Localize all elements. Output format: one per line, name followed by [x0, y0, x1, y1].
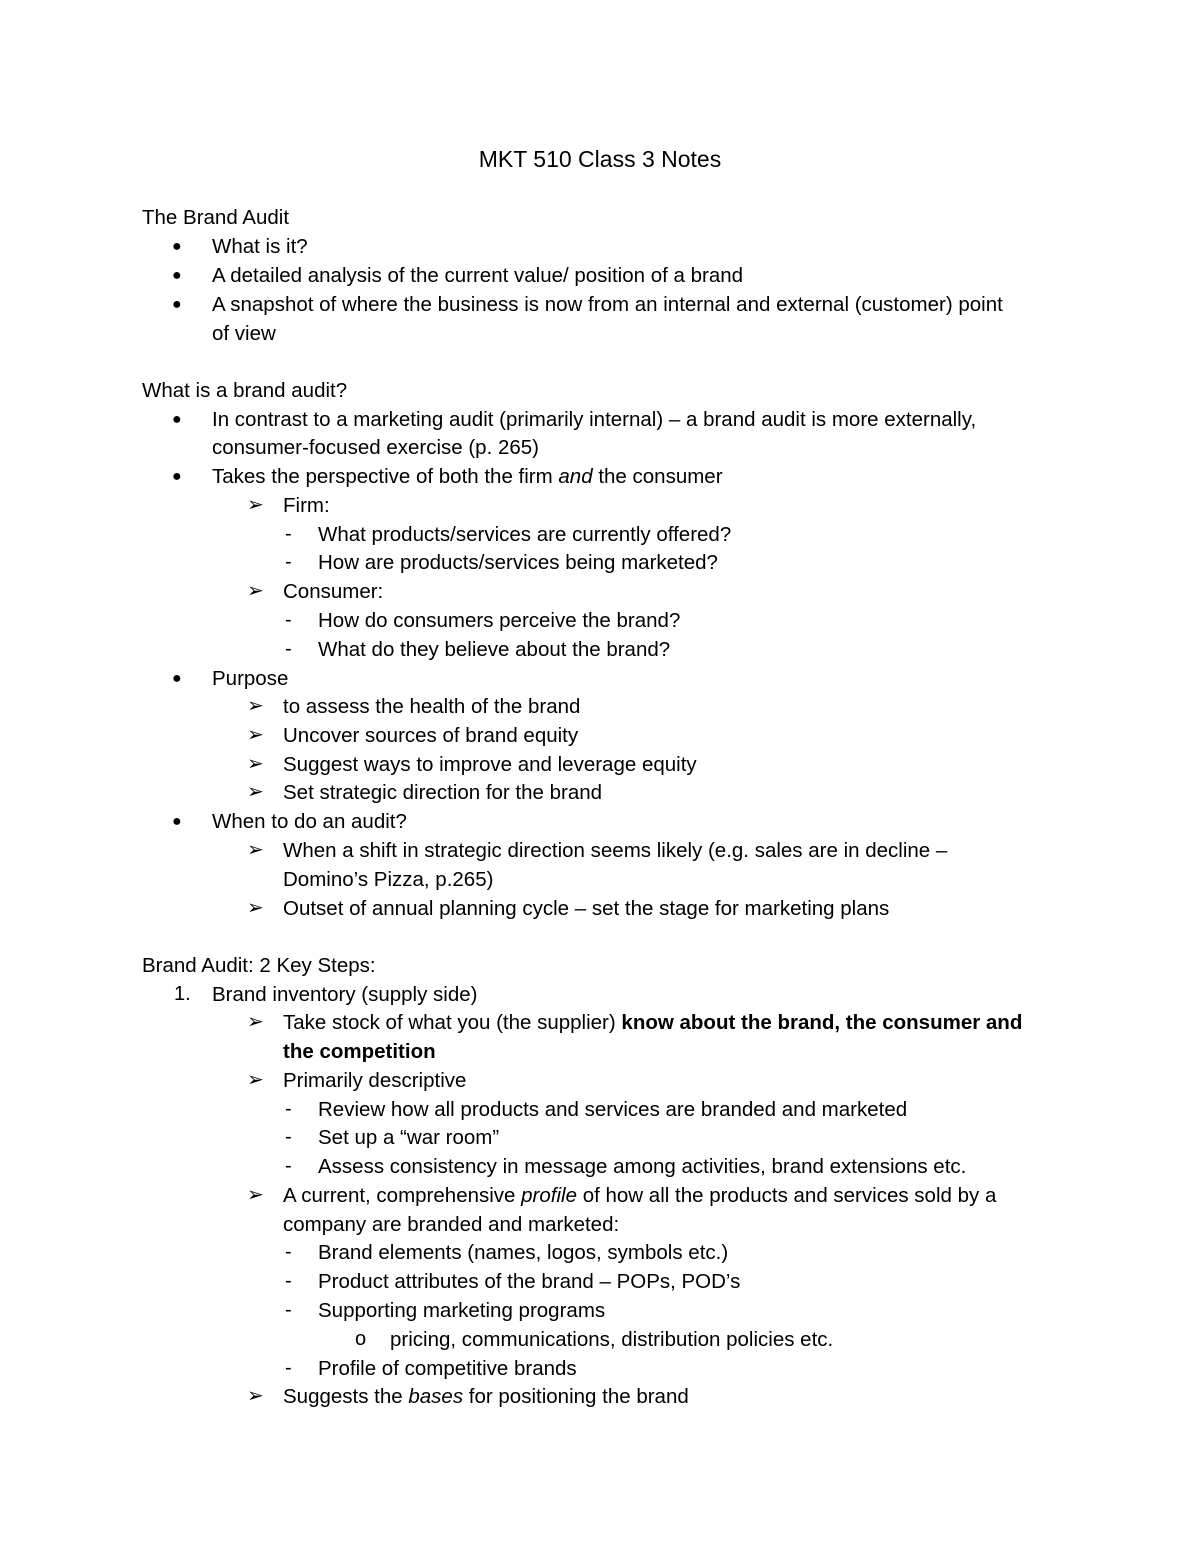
- list-item-text: for positioning the brand: [463, 1385, 689, 1408]
- list-item-text: What do they believe about the brand?: [318, 638, 671, 661]
- list-item-text: What is it?: [212, 235, 308, 258]
- dash-bullet-icon: -: [285, 1126, 292, 1148]
- list-item-text: Assess consistency in message among activities, brand extensions etc.: [318, 1155, 967, 1178]
- list-item-text: When a shift in strategic direction seems likely (e.g. sales are in decline –: [283, 839, 948, 862]
- arrow-bullet-icon: ➢: [247, 753, 264, 775]
- list-item-continuation: Domino’s Pizza, p.265): [283, 868, 494, 891]
- list-item: [285, 635, 671, 664]
- list-item-text: Primarily descriptive: [283, 1069, 467, 1092]
- list-item-continuation: [283, 1037, 436, 1066]
- list-item: [172, 405, 977, 434]
- list-item-text: Uncover sources of brand equity: [283, 724, 579, 747]
- number-marker: 1.: [174, 983, 191, 1005]
- list-item-text: Take stock of what you (the supplier): [283, 1011, 622, 1034]
- bullet-icon: ●: [172, 670, 182, 687]
- arrow-bullet-icon: ➢: [247, 695, 264, 717]
- list-item-text: A current, comprehensive: [283, 1184, 522, 1207]
- list-item-text: Review how all products and services are branded and marketed: [318, 1098, 908, 1121]
- list-item-text: Set up a “war room”: [318, 1126, 500, 1149]
- arrow-bullet-icon: ➢: [247, 1184, 264, 1206]
- list-item: [247, 1066, 467, 1095]
- list-item-text: Suggest ways to improve and leverage equity: [283, 753, 697, 776]
- list-item-text: Supporting marketing programs: [318, 1299, 606, 1322]
- dash-bullet-icon: -: [285, 1357, 292, 1379]
- list-item: [247, 721, 579, 750]
- list-item: [285, 1095, 908, 1124]
- circle-bullet-icon: o: [355, 1328, 367, 1350]
- list-item-text: Takes the perspective of both the firm: [212, 465, 559, 488]
- list-item: [174, 980, 478, 1009]
- dash-bullet-icon: -: [285, 609, 292, 631]
- dash-bullet-icon: -: [285, 1299, 292, 1321]
- list-item: [285, 1354, 577, 1383]
- list-item-continuation: of view: [212, 322, 276, 345]
- list-item-text: Profile of competitive brands: [318, 1357, 577, 1380]
- dash-bullet-icon: -: [285, 551, 292, 573]
- list-item: [172, 232, 308, 261]
- list-item: [285, 548, 718, 577]
- bullet-icon: ●: [172, 813, 182, 830]
- dash-bullet-icon: -: [285, 1098, 292, 1120]
- arrow-bullet-icon: ➢: [247, 781, 264, 803]
- list-item: [247, 692, 581, 721]
- list-item-text: How do consumers perceive the brand?: [318, 609, 681, 632]
- list-item-text: pricing, communications, distribution policies etc.: [390, 1328, 834, 1351]
- list-item: [285, 1123, 500, 1152]
- bold-text: know about the brand, the consumer and: [621, 1011, 1023, 1034]
- list-item-continuation: consumer-focused exercise (p. 265): [212, 436, 540, 459]
- list-item: [247, 778, 603, 807]
- list-item: [285, 1267, 741, 1296]
- arrow-bullet-icon: ➢: [247, 724, 264, 746]
- bold-text: the competition: [283, 1040, 436, 1063]
- list-item-text: Consumer:: [283, 580, 384, 603]
- list-item: [355, 1325, 834, 1354]
- list-item: [247, 1181, 997, 1210]
- list-item: [172, 807, 407, 836]
- bullet-icon: ●: [172, 267, 182, 284]
- list-item-text: In contrast to a marketing audit (primarily internal) – a brand audit is more externally,: [212, 408, 977, 431]
- dash-bullet-icon: -: [285, 1155, 292, 1177]
- arrow-bullet-icon: ➢: [247, 897, 264, 919]
- arrow-bullet-icon: ➢: [247, 580, 264, 602]
- list-item-text: A detailed analysis of the current value/ position of a brand: [212, 264, 744, 287]
- arrow-bullet-icon: ➢: [247, 1069, 264, 1091]
- arrow-bullet-icon: ➢: [247, 1011, 264, 1033]
- emphasis-text: bases: [408, 1385, 464, 1408]
- arrow-bullet-icon: ➢: [247, 1385, 264, 1407]
- section-heading-brand-audit: The Brand Audit: [142, 206, 290, 229]
- dash-bullet-icon: -: [285, 638, 292, 660]
- list-item-text: the consumer: [592, 465, 723, 488]
- arrow-bullet-icon: ➢: [247, 839, 264, 861]
- list-item: [172, 290, 1003, 319]
- bullet-icon: ●: [172, 296, 182, 313]
- list-item-text: Purpose: [212, 667, 289, 690]
- list-item-text: How are products/services being marketed?: [318, 551, 718, 574]
- list-item-text: Suggests the: [283, 1385, 409, 1408]
- list-item: [247, 894, 890, 923]
- list-item: [285, 520, 732, 549]
- list-item-text: Product attributes of the brand – POPs, POD’s: [318, 1270, 741, 1293]
- bullet-icon: ●: [172, 468, 182, 485]
- list-item-text: When to do an audit?: [212, 810, 407, 833]
- list-item: [247, 491, 330, 520]
- list-item-text: Firm:: [283, 494, 330, 517]
- list-item: [247, 1008, 1023, 1037]
- list-item-text: of how all the products and services sold by a: [577, 1184, 997, 1207]
- list-item: [247, 577, 384, 606]
- list-item-text: to assess the health of the brand: [283, 695, 581, 718]
- list-item-text: Set strategic direction for the brand: [283, 781, 603, 804]
- list-item-text: Brand inventory (supply side): [212, 983, 478, 1006]
- list-item-continuation: company are branded and marketed:: [283, 1213, 620, 1236]
- list-item-text: Outset of annual planning cycle – set the stage for marketing plans: [283, 897, 890, 920]
- list-item: [285, 1238, 729, 1267]
- list-item: [172, 664, 289, 693]
- list-item: [285, 606, 681, 635]
- dash-bullet-icon: -: [285, 1241, 292, 1263]
- dash-bullet-icon: -: [285, 523, 292, 545]
- list-item-text: A snapshot of where the business is now from an internal and external (customer) point: [212, 293, 1003, 316]
- section-heading-key-steps: Brand Audit: 2 Key Steps:: [142, 954, 376, 977]
- section-heading-what-is: What is a brand audit?: [142, 379, 348, 402]
- emphasis-text: profile: [521, 1184, 577, 1207]
- list-item: [172, 261, 744, 290]
- list-item: [285, 1296, 606, 1325]
- list-item-text: Brand elements (names, logos, symbols etc.): [318, 1241, 729, 1264]
- bullet-icon: ●: [172, 238, 182, 255]
- list-item: [247, 1382, 689, 1411]
- list-item: [285, 1152, 967, 1181]
- list-item: [172, 462, 723, 491]
- arrow-bullet-icon: ➢: [247, 494, 264, 516]
- list-item: [247, 836, 948, 865]
- bullet-icon: ●: [172, 411, 182, 428]
- list-item-text: What products/services are currently offered?: [318, 523, 732, 546]
- list-item: [247, 750, 697, 779]
- page-title: MKT 510 Class 3 Notes: [478, 146, 722, 172]
- dash-bullet-icon: -: [285, 1270, 292, 1292]
- emphasis-text: and: [558, 465, 593, 488]
